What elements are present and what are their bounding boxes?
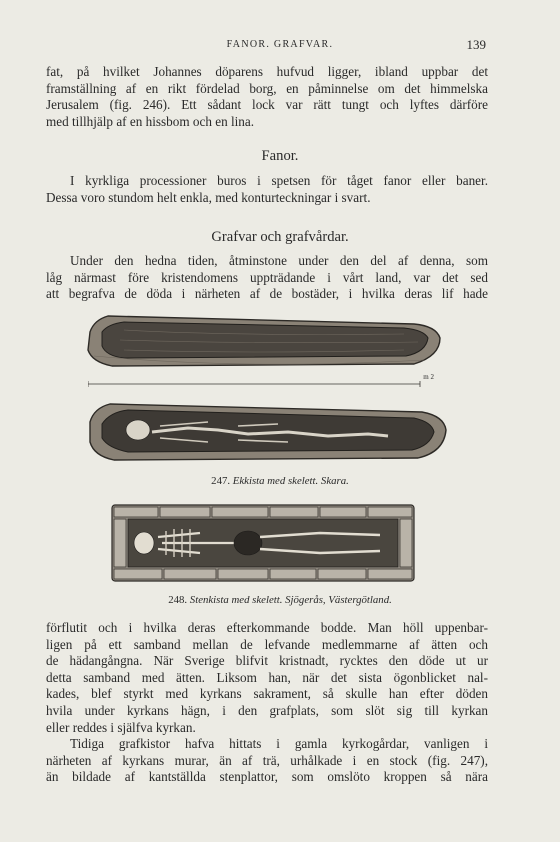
text-line: Dessa voro stundom helt enkla, med konturteckningar i svart. bbox=[46, 189, 371, 205]
figure-247-caption bbox=[0, 475, 560, 487]
text-line: förflutit och i hvilka deras efterkommande bodde. Man höll uppenbar- bbox=[46, 620, 488, 635]
figure-248-caption bbox=[0, 594, 560, 606]
text-line: Jerusalem (fig. 246). Ett sådant lock var rätt tungt och lyftes därföre bbox=[46, 97, 488, 113]
text-line: närheten af kyrkans murar, än af trä, urhålkade i en stock (fig. 247), bbox=[46, 752, 488, 768]
text-line: framställning af en rikt fördelad borg, en påminnelse om det himmelska bbox=[46, 80, 488, 96]
text-line: att begrafva de döda i närheten af de bostäder, i hvilka deras lif hade bbox=[46, 286, 488, 302]
text-line: ligen på ett samband mellan de lefvande medlemmarne af ätten och bbox=[46, 636, 488, 652]
text-line: fat, på hvilket Johannes döparens hufvud ligger, ibland uppbar det bbox=[46, 64, 488, 79]
paragraph-4 bbox=[46, 620, 488, 736]
oak-coffin-with-skeleton-illustration bbox=[88, 396, 448, 466]
text-line: detta samband med ätten. Liksom han, när det sista ögonblicket nal- bbox=[46, 669, 488, 685]
text-line: än bildade af kantställda stenplattor, som omslöto kroppen så nära bbox=[46, 769, 488, 785]
figure-number: 247. bbox=[211, 475, 231, 487]
text-line: låg närmast före kristendomens uppträdande i vårt land, var det sed bbox=[46, 269, 488, 285]
figure-number: 248. bbox=[168, 594, 188, 606]
stone-coffin-with-skeleton-illustration bbox=[110, 503, 416, 583]
text-line: med tillhjälp af en hissbom och en lina. bbox=[46, 113, 255, 129]
section-heading-fanor: Fanor. bbox=[261, 148, 299, 164]
caption-text: Ekkista med skelett. Skara. bbox=[232, 475, 349, 487]
scale-label: m 2 bbox=[423, 373, 434, 381]
empty-oak-coffin-illustration bbox=[84, 310, 444, 372]
text-line: Under den hedna tiden, åtminstone under den del af denna, som bbox=[70, 253, 488, 268]
text-line: eller reddes i själfva kyrkan. bbox=[46, 719, 196, 735]
text-line: hvila under kyrkans hägn, i den grafplats, som slöt sig till kyrkan bbox=[46, 702, 488, 718]
running-head: FANOR. GRAFVAR. bbox=[226, 39, 334, 50]
scale-line bbox=[88, 380, 434, 392]
scale-bar bbox=[88, 373, 434, 391]
section-heading-grafvar: Grafvar och grafvårdar. bbox=[211, 229, 349, 245]
page-number: 139 bbox=[466, 37, 486, 52]
text-line: kades, blef styrkt med kyrkans sakrament, så skulle han efter döden bbox=[46, 686, 488, 702]
text-line: de hädangångna. När Sverige blifvit kristnadt, rycktes den döde ut ur bbox=[46, 653, 488, 669]
text-line: Tidiga grafkistor hafva hittats i gamla kyrkogårdar, vanligen i bbox=[70, 736, 488, 751]
paragraph-3 bbox=[46, 253, 488, 303]
page-header bbox=[0, 37, 560, 53]
paragraph-2 bbox=[46, 173, 488, 206]
caption-text: Stenkista med skelett. Sjögerås, Västergötland. bbox=[189, 594, 392, 606]
paragraph-1 bbox=[46, 64, 488, 130]
paragraph-5 bbox=[46, 736, 488, 786]
text-line: I kyrkliga processioner buros i spetsen för tåget fanor eller baner. bbox=[70, 173, 488, 188]
